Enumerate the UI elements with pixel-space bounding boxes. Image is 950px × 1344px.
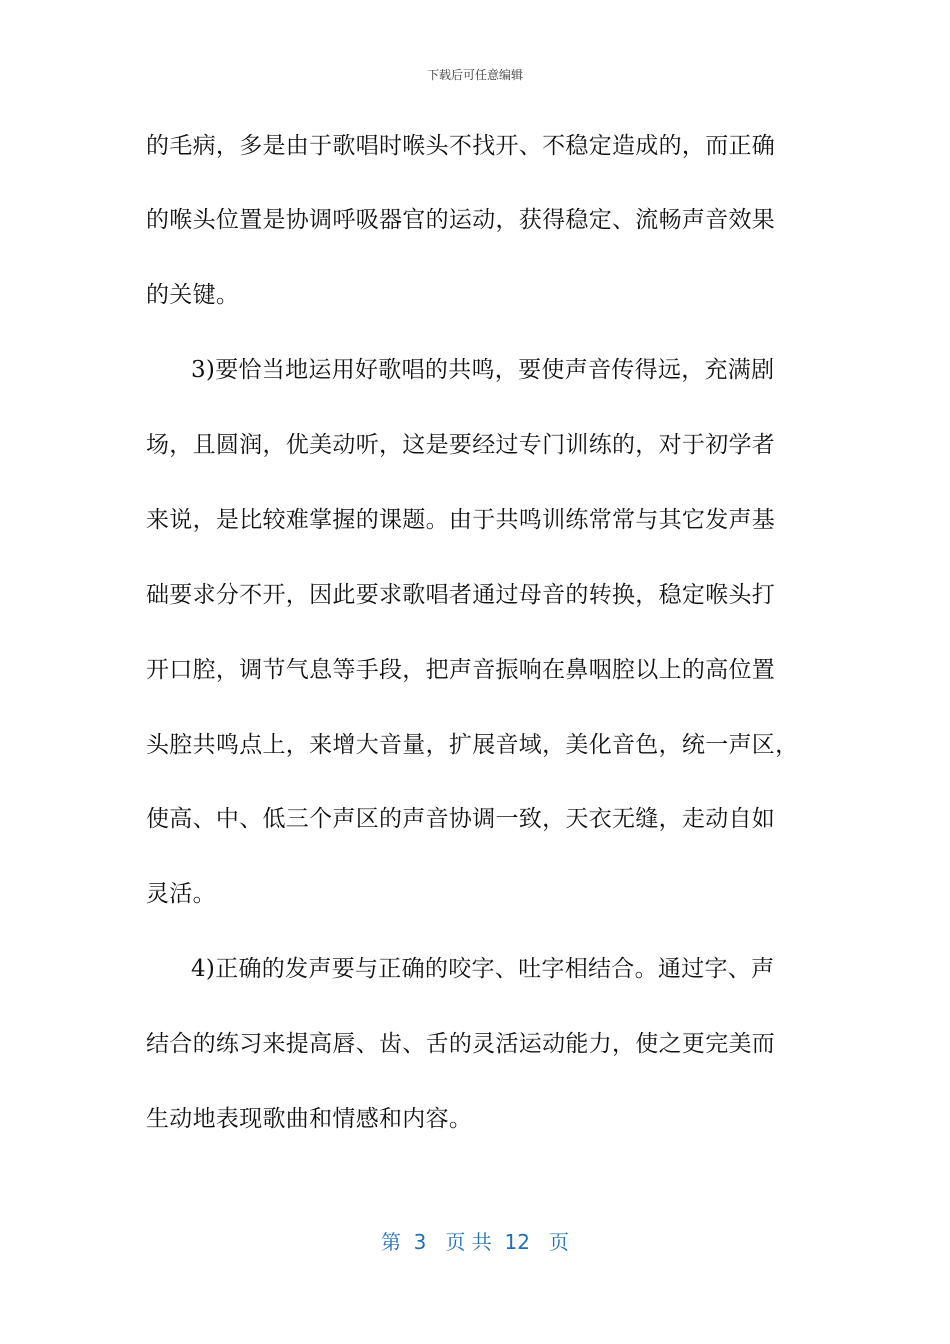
text-line: 来说，是比较难掌握的课题。由于共鸣训练常常与其它发声基 [146, 507, 776, 533]
text-line: 的关键。 [146, 282, 240, 308]
text-line: 的喉头位置是协调呼吸器官的运动，获得稳定、流畅声音效果 [146, 207, 776, 233]
text-line: 础要求分不开，因此要求歌唱者通过母音的转换，稳定喉头打 [146, 582, 776, 608]
text-line: 灵活。 [146, 881, 216, 907]
page-number-footer: 第 3 页 共 12 页 [380, 1230, 570, 1254]
text-line: 的毛病，多是由于歌唱时喉头不找开、不稳定造成的，而正确 [146, 133, 776, 159]
paragraph-start-line: 3)要恰当地运用好歌唱的共鸣，要使声音传得远，充满剧 [191, 357, 775, 383]
text-line: 生动地表现歌曲和情感和内容。 [146, 1106, 473, 1132]
text-line: 使高、中、低三个声区的声音协调一致，天衣无缝，走动自如 [146, 806, 776, 832]
text-line: 结合的练习来提高唇、齿、舌的灵活运动能力，使之更完美而 [146, 1031, 776, 1057]
text-line: 场，且圆润，优美动听，这是要经过专门训练的，对于初学者 [146, 432, 776, 458]
text-line: 开口腔，调节气息等手段，把声音振响在鼻咽腔以上的高位置 [146, 657, 776, 683]
paragraph-start-line: 4)正确的发声要与正确的咬字、吐字相结合。通过字、声 [191, 956, 775, 982]
text-line: 头腔共鸣点上，来增大音量，扩展音域，美化音色，统一声区， [146, 732, 799, 758]
header-note: 下载后可任意编辑 [426, 68, 523, 82]
